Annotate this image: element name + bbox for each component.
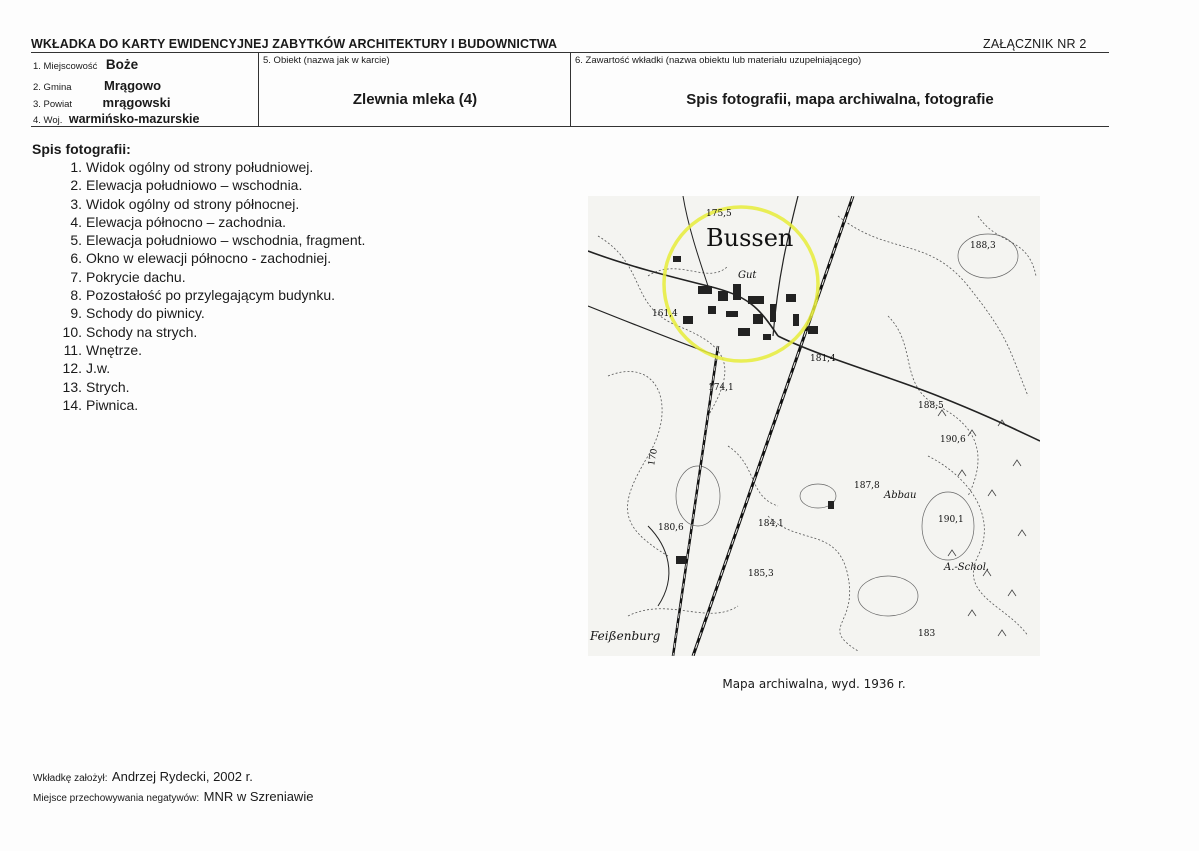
photo-list-item [48, 378, 365, 396]
photo-list-item [48, 359, 365, 377]
photo-list-item-number: 5. [70, 232, 82, 249]
photo-list-item-number: 3. [70, 195, 82, 212]
photo-list-item-text: Piwnica. [86, 396, 139, 413]
photo-list-item-text: Elewacja południowo – wschodnia. [86, 177, 303, 194]
map-label-h8: 187,8 [854, 481, 880, 491]
annex-number: ZAŁĄCZNIK NR 2 [983, 37, 1087, 51]
photo-list-item-number: 13. [62, 378, 82, 395]
photo-list-item [48, 396, 365, 414]
founder-label: Wkładkę założył: [33, 773, 108, 784]
founder-line [33, 768, 253, 786]
photo-list-item-text: Pokrycie dachu. [86, 268, 186, 285]
photo-list-item [48, 231, 365, 249]
map-label-h1: 175,5 [706, 209, 732, 219]
photo-list-heading: Spis fotografii: [32, 141, 131, 157]
photo-list-item-number: 6. [70, 250, 82, 267]
founder-value: Andrzej Rydecki, 2002 r. [111, 769, 253, 784]
map-label-h9: 180,6 [658, 523, 684, 533]
photo-list-item-text: Elewacja południowo – wschodnia, fragment. [86, 232, 366, 249]
map-label-h5: 174,1 [708, 383, 734, 393]
photo-list-item-text: Widok ogólny od strony północnej. [86, 195, 300, 212]
photo-list-item [48, 323, 365, 341]
voivodeship-label: 4. Woj. [33, 115, 63, 126]
photo-list-item-number: 14. [62, 396, 82, 413]
map-label-village2: Feißenburg [590, 629, 661, 643]
photo-list-item-number: 11. [63, 341, 82, 358]
locality-label: 1. Miejscowość [33, 61, 98, 72]
voivodeship-value: warmińsko-mazurskie [68, 112, 200, 126]
photo-list-item-number: 8. [70, 287, 82, 304]
photo-list-item [48, 158, 365, 176]
photo-list-item-number: 1. [70, 159, 82, 175]
photo-list-item [48, 304, 365, 322]
object-value: Zlewnia mleka (4) [352, 91, 478, 108]
county-label: 3. Powiat [33, 99, 73, 110]
photo-list-item [48, 341, 365, 359]
map-label-h4: 181,4 [810, 354, 836, 364]
photo-list-item-text: Widok ogólny od strony południowej. [86, 159, 314, 175]
commune-row [33, 77, 161, 95]
photo-list-item-number: 10. [62, 323, 82, 340]
commune-value: Mrągowo [104, 78, 162, 93]
object-label: 5. Obiekt (nazwa jak w karcie) [263, 55, 390, 66]
map-label-h3: 161,4 [652, 309, 678, 319]
photo-list-item-number: 4. [70, 213, 82, 230]
header-table [31, 52, 1109, 127]
map-label-village: Bussen [706, 224, 794, 252]
photo-list-item-text: Okno w elewacji północno - zachodniej. [86, 250, 332, 267]
map-label-h2: 188,3 [970, 241, 996, 251]
map-label-h6: 188,5 [918, 401, 944, 411]
photo-list-item-text: Elewacja północno – zachodnia. [86, 213, 287, 230]
object-cell [258, 53, 571, 126]
photo-list-item [48, 249, 365, 267]
contents-value: Spis fotografii, mapa archiwalna, fotografie [686, 91, 994, 108]
photo-list-item-number: 2. [70, 177, 82, 194]
photo-list-item [48, 195, 365, 213]
photo-list-item-number: 7. [70, 268, 82, 285]
photo-list-item-text: Wnętrze. [86, 341, 143, 358]
negatives-value: MNR w Szreniawie [203, 789, 314, 804]
location-cell [31, 53, 258, 126]
document-title: WKŁADKA DO KARTY EWIDENCYJNEJ ZABYTKÓW ARCHITEKTURY I BUDOWNICTWA [31, 37, 558, 51]
contents-label: 6. Zawartość wkładki (nazwa obiektu lub materiału uzupełniającego) [575, 55, 862, 66]
map-label-h12: 190,1 [938, 515, 964, 525]
map-label-h13: 183 [918, 629, 936, 639]
map-label-abbau: Abbau [884, 490, 917, 501]
map-caption: Mapa archiwalna, wyd. 1936 r. [722, 677, 906, 691]
photo-list-item-text: Strych. [86, 378, 130, 395]
photo-list-item-text: Schody do piwnicy. [86, 305, 205, 322]
locality-value: Boże [105, 57, 139, 72]
photo-list-item-text: Schody na strych. [86, 323, 198, 340]
map-label-h10: 184,1 [758, 519, 784, 529]
map-label-h14: 170 [647, 447, 660, 467]
negatives-line [33, 788, 313, 806]
contents-cell [570, 53, 1109, 126]
map-drawing [588, 196, 1040, 656]
photo-list-item [48, 213, 365, 231]
voivodeship-row [33, 110, 199, 128]
negatives-label: Miejsce przechowywania negatywów: [33, 793, 200, 804]
archival-map [588, 196, 1040, 656]
photo-list-item-text: Pozostałość po przylegającym budynku. [86, 287, 336, 304]
locality-row [33, 56, 138, 74]
county-value: mrągowski [102, 95, 171, 110]
map-label-schol: A.-Schol. [944, 562, 990, 573]
map-label-h7: 190,6 [940, 435, 966, 445]
photo-list-item-text: J.w. [86, 360, 111, 377]
photo-list-item [48, 176, 365, 194]
photo-list-item [48, 268, 365, 286]
photo-list-item [48, 286, 365, 304]
photo-list [48, 158, 365, 414]
commune-label: 2. Gmina [33, 82, 72, 93]
photo-list-item-number: 12. [62, 360, 82, 377]
photo-list-item-number: 9. [70, 305, 82, 322]
map-label-h11: 185,3 [748, 569, 774, 579]
map-label-gut: Gut [738, 270, 757, 281]
